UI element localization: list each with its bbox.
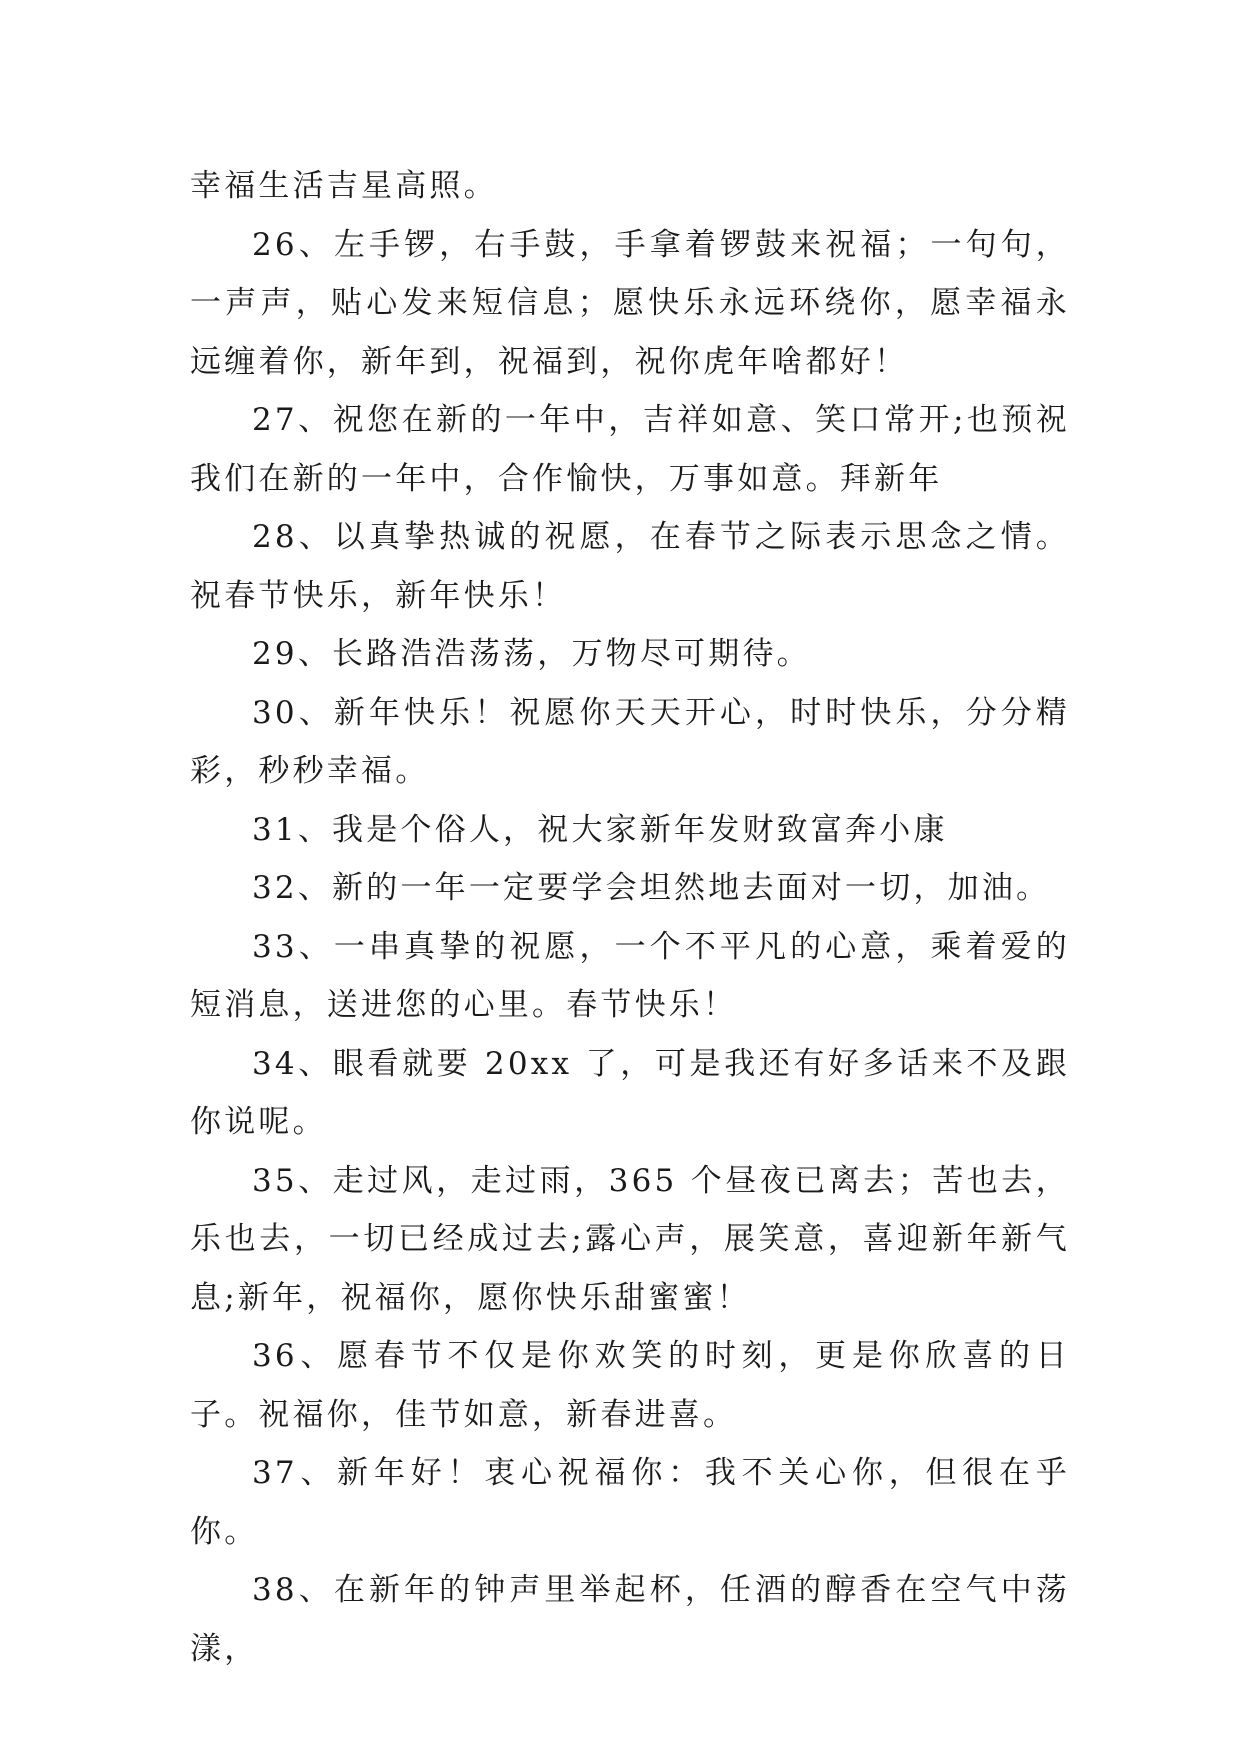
- paragraph-26: 26、左手锣，右手鼓，手拿着锣鼓来祝福；一句句，一声声，贴心发来短信息；愿快乐永远环绕你，愿幸福永远缠着你，新年到，祝福到，祝你虎年啥都好！: [190, 226, 1070, 380]
- document-body: [190, 157, 1070, 1678]
- paragraph-37: 37、新年好！衷心祝福你：我不关心你，但很在乎你。: [190, 1455, 1070, 1550]
- paragraph-35: 35、走过风，走过雨，365 个昼夜已离去；苦也去，乐也去，一切已经成过去;露心声，展笑意，喜迎新年新气息;新年，祝福你，愿你快乐甜蜜蜜！: [190, 1162, 1070, 1316]
- paragraph-28: 28、以真挚热诚的祝愿，在春节之际表示思念之情。祝春节快乐，新年快乐！: [190, 519, 1070, 614]
- paragraph-34: 34、眼看就要 20xx 了，可是我还有好多话来不及跟你说呢。: [190, 1045, 1070, 1140]
- paragraph-33: 33、一串真挚的祝愿，一个不平凡的心意，乘着爱的短消息，送进您的心里。春节快乐！: [190, 928, 1070, 1023]
- paragraph-36: 36、愿春节不仅是你欢笑的时刻，更是你欣喜的日子。祝福你，佳节如意，新春进喜。: [190, 1338, 1070, 1433]
- paragraph-30: 30、新年快乐！祝愿你天天开心，时时快乐，分分精彩，秒秒幸福。: [190, 694, 1070, 789]
- paragraph-29: 29、长路浩浩荡荡，万物尽可期待。: [252, 636, 811, 672]
- paragraph-31: 31、我是个俗人，祝大家新年发财致富奔小康: [252, 811, 948, 848]
- paragraph-continuation: 幸福生活吉星高照。: [190, 168, 498, 204]
- paragraph-32: 32、新的一年一定要学会坦然地去面对一切，加油。: [252, 870, 1051, 906]
- paragraph-38: 38、在新年的钟声里举起杯，任酒的醇香在空气中荡漾，: [190, 1572, 1070, 1667]
- paragraph-27: 27、祝您在新的一年中，吉祥如意、笑口常开;也预祝我们在新的一年中，合作愉快，万事如意。拜新年: [190, 402, 1070, 497]
